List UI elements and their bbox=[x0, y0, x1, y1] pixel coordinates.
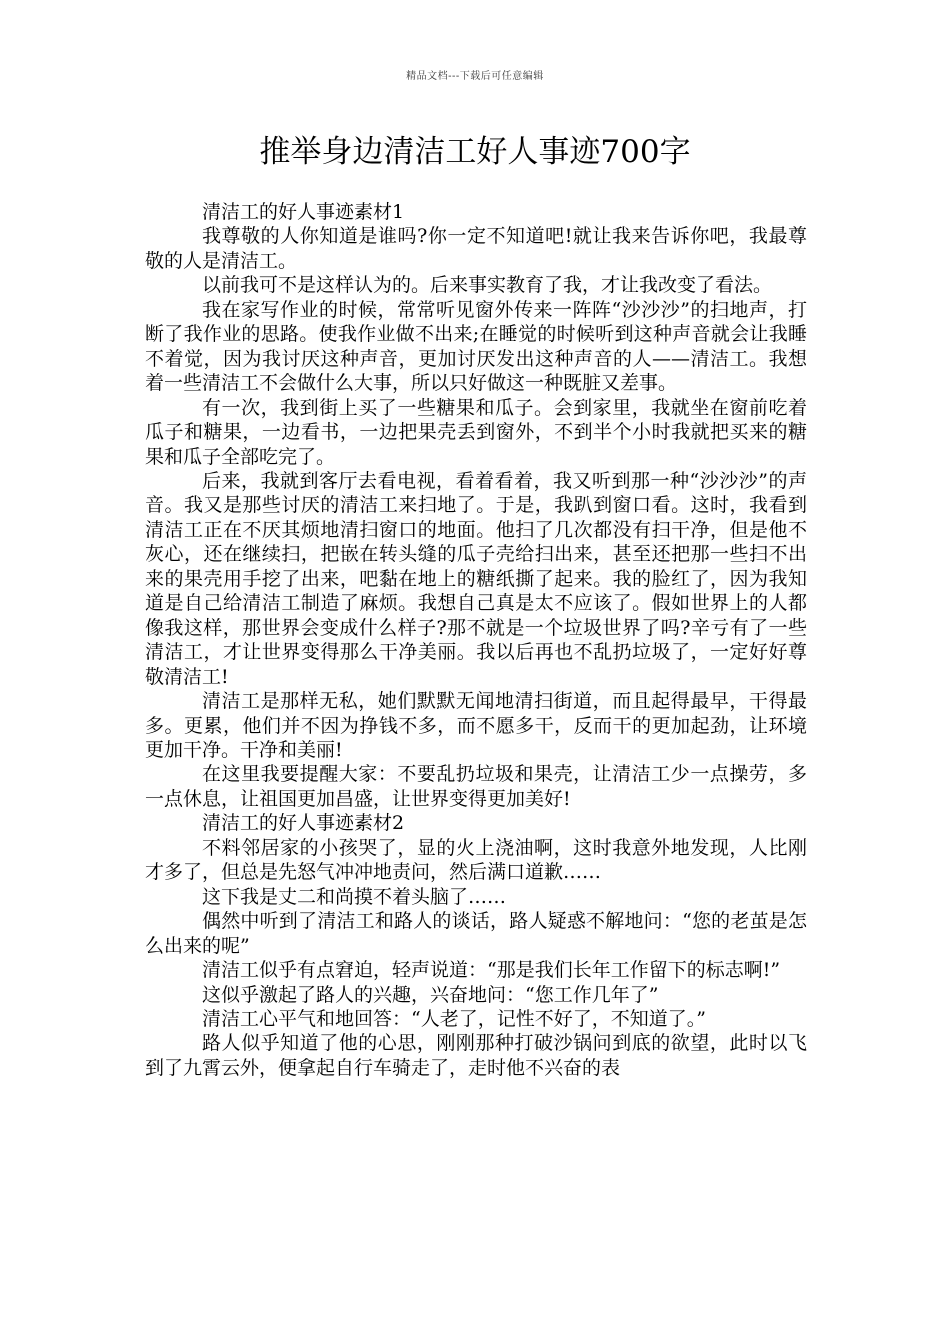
paragraph: 我在家写作业的时候，常常听见窗外传来一阵阵“沙沙沙”的扫地声，打断了我作业的思路。使我作业做不出来;在睡觉的时候听到这种声音就会让我睡不着觉，因为我讨厌这种声音，更加讨厌发出这种声音的人——清洁工。我想着一些清洁工不会做什么大事，所以只好做这一种既脏又差事。 bbox=[145, 298, 807, 395]
paragraph: 在这里我要提醒大家：不要乱扔垃圾和果壳，让清洁工少一点操劳，多一点休息，让祖国更加昌盛，让世界变得更加美好! bbox=[145, 763, 807, 810]
paragraph: 有一次，我到街上买了一些糖果和瓜子。会到家里，我就坐在窗前吃着瓜子和糖果，一边看书，一边把果壳丢到窗外，不到半个小时我就把买来的糖果和瓜子全部吃完了。 bbox=[145, 396, 807, 468]
paragraph: 清洁工心平气和地回答：“人老了，记性不好了，不知道了。” bbox=[202, 1007, 706, 1030]
paragraph: 我尊敬的人你知道是谁吗?你一定不知道吧!就让我来告诉你吧，我最尊敬的人是清洁工。 bbox=[145, 225, 807, 272]
document-title: 推举身边清洁工好人事迹700字 bbox=[259, 134, 691, 170]
page-header: 精品文档---下载后可任意编辑 bbox=[406, 71, 544, 82]
paragraph: 清洁工的好人事迹素材2 bbox=[202, 812, 405, 835]
paragraph: 这下我是丈二和尚摸不着头脑了…… bbox=[202, 885, 507, 908]
paragraph: 清洁工的好人事迹素材1 bbox=[202, 201, 405, 223]
paragraph: 清洁工似乎有点窘迫，轻声说道：“那是我们长年工作留下的标志啊!” bbox=[202, 959, 781, 982]
paragraph: 后来，我就到客厅去看电视，看着看着，我又听到那一种“沙沙沙”的声音。我又是那些讨厌的清洁工来扫地了。于是，我趴到窗口看。这时，我看到清洁工正在不厌其烦地清扫窗口的地面。他扫了几次都没有扫干净，但是他不灰心，还在继续扫，把嵌在转头缝的瓜子壳给扫出来，甚至还把那一些扫不出来的果壳用手挖了出来，吧黏在地上的糖纸撕了起来。我的脸红了，因为我知道是自己给清洁工制造了麻烦。我想自己真是太不应该了。假如世界上的人都像我这样，那世界会变成什么样子?那不就是一个垃圾世界了吗?辛亏有了一些清洁工，才让世界变得那么干净美丽。我以后再也不乱扔垃圾了，一定好好尊敬清洁工! bbox=[145, 469, 807, 688]
paragraph: 这似乎激起了路人的兴趣，兴奋地问：“您工作几年了” bbox=[202, 983, 659, 1006]
paragraph: 路人似乎知道了他的心思，刚刚那种打破沙锅问到底的欲望，此时以飞到了九霄云外，便拿起自行车骑走了，走时他不兴奋的表 bbox=[145, 1032, 807, 1079]
paragraph: 偶然中听到了清洁工和路人的谈话，路人疑惑不解地问：“您的老茧是怎么出来的呢” bbox=[145, 910, 807, 957]
document-body bbox=[145, 200, 807, 1080]
paragraph: 清洁工是那样无私，她们默默无闻地清扫街道，而且起得最早，干得最多。更累，他们并不因为挣钱不多，而不愿多干，反而干的更加起劲，让环境更加干净。干净和美丽! bbox=[145, 690, 807, 761]
paragraph: 以前我可不是这样认为的。后来事实教育了我，才让我改变了看法。 bbox=[202, 274, 773, 297]
paragraph: 不料邻居家的小孩哭了，显的火上浇油啊，这时我意外地发现，人比刚才多了，但总是先怒气冲冲地责问，然后满口道歉…… bbox=[145, 836, 807, 884]
